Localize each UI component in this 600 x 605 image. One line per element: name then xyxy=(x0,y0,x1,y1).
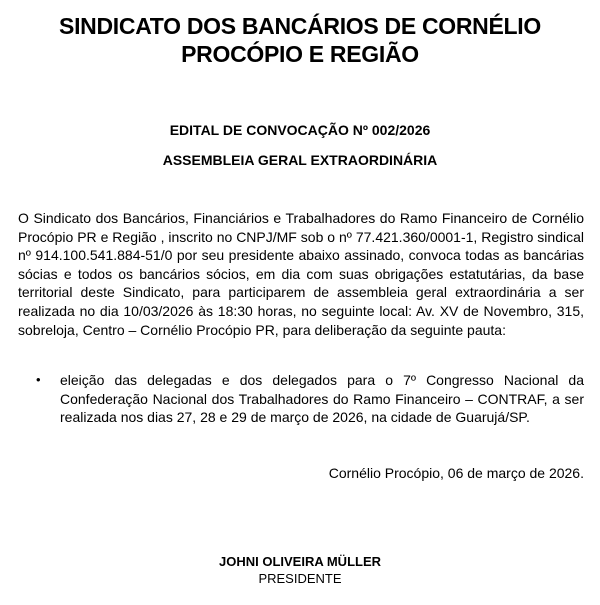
bullet-icon: • xyxy=(36,372,41,387)
notice-title: EDITAL DE CONVOCAÇÃO Nº 002/2026 xyxy=(169,122,431,138)
union-name-line-1: SINDICATO DOS BANCÁRIOS DE CORNÉLIO xyxy=(59,13,541,39)
union-name-heading xyxy=(0,12,600,68)
place-and-date: Cornélio Procópio, 06 de março de 2026. xyxy=(328,465,584,481)
assembly-subtitle: ASSEMBLEIA GERAL EXTRAORDINÁRIA xyxy=(162,152,438,168)
signer-role: PRESIDENTE xyxy=(258,571,342,586)
signer-name: JOHNI OLIVEIRA MÜLLER xyxy=(218,554,382,569)
agenda-item-text: eleição das delegadas e dos delegados para o 7º Congresso Nacional da Confederação Nacional dos Trabalhadores do Ramo Financeiro – CONTRAF, a ser realizada nos dias 27, 28 e 29 de março de 2026, na cidade de Guarujá/SP. xyxy=(60,372,584,426)
agenda-list xyxy=(0,371,600,427)
union-name-line-2: PROCÓPIO E REGIÃO xyxy=(181,41,419,67)
convocation-paragraph: O Sindicato dos Bancários, Financiários e Trabalhadores do Ramo Financeiro de Cornélio Procópio PR e Região , inscrito no CNPJ/MF sob o nº 77.421.360/0001-1, Registro sindical nº 914.100.541.884-51/0 por seu presidente abaixo assinado, convoca todas as bancárias sócias e todos os bancários sócios, em dia com suas obrigações estatutárias, da base territorial deste Sindicato, para participarem de assembleia geral extraordinária a ser realizada no dia 10/03/2026 às 18:30 horas, no seguinte local: Av. XV de Novembro, 315, sobreloja, Centro – Cornélio Procópio PR, para deliberação da seguinte pauta: xyxy=(18,210,584,338)
agenda-item xyxy=(0,371,584,427)
